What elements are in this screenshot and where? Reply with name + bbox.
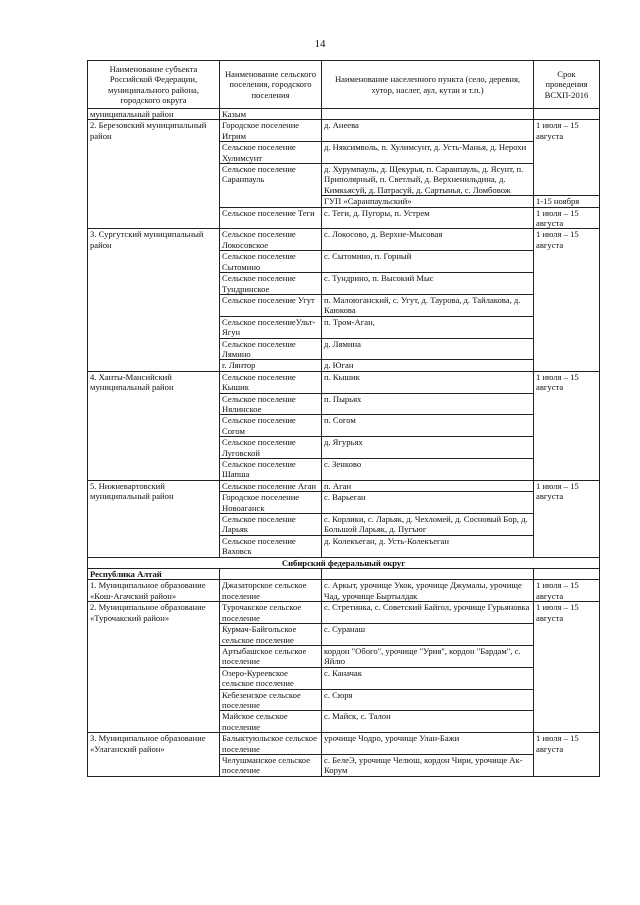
- table-row: [88, 371, 600, 393]
- cell-settlement: Сельское поселение Локосовское: [220, 229, 322, 251]
- table-row: [88, 229, 600, 251]
- header-settlement: Наименование сельского поселения, городского поселения: [220, 61, 322, 109]
- cell-period: 1 июля – 15 августа: [534, 229, 600, 371]
- cell-settlement: Курмач-Байгольское сельское поселение: [220, 624, 322, 646]
- cell-settlement: [220, 569, 322, 580]
- cell-period: [534, 569, 600, 580]
- cell-settlement: Сельское поселение Кышик: [220, 371, 322, 393]
- cell-locality: с. Майск, с. Талон: [322, 711, 534, 733]
- page-number: 14: [314, 38, 326, 50]
- cell-settlement: Сельское поселение Теги: [220, 207, 322, 229]
- cell-settlement: Сельское поселение Согом: [220, 415, 322, 437]
- section-title: Сибирский федеральный округ: [88, 557, 600, 568]
- cell-locality: п. Пырьях: [322, 393, 534, 415]
- cell-locality: с. Аркыт, урочище Укок, урочище Джумалы, урочище Чад, урочище Быртылдак: [322, 580, 534, 602]
- cell-locality: п. Согом: [322, 415, 534, 437]
- cell-subject: 1. Муниципальное образование «Кош-Агачский район»: [88, 580, 220, 602]
- cell-settlement: Сельское поселение Луговской: [220, 437, 322, 459]
- cell-settlement: Казым: [220, 109, 322, 120]
- cell-locality: с. Суранаш: [322, 624, 534, 646]
- cell-settlement: Сельское поселение Шапша: [220, 459, 322, 481]
- cell-locality: урочище Чодро, урочище Улан-Бажи: [322, 733, 534, 755]
- cell-settlement: Майское сельское поселение: [220, 711, 322, 733]
- table-row: [88, 580, 600, 602]
- table-header-row: [88, 61, 600, 109]
- cell-locality: с. Теги, д. Пугоры, п. Устрем: [322, 207, 534, 229]
- cell-settlement: Сельское поселение Лямино: [220, 338, 322, 360]
- cell-settlement: Озеро-Куреевское сельское поселение: [220, 667, 322, 689]
- region-row: [88, 569, 600, 580]
- cell-locality: [322, 569, 534, 580]
- cell-locality: д. Юган: [322, 360, 534, 371]
- cell-locality: д. Колекъеган, д. Усть-Колекъеган: [322, 535, 534, 557]
- header-locality: Наименование населенного пункта (село, деревня, хутор, наслег, аул, кутан и т.п.): [322, 61, 534, 109]
- cell-settlement: Сельское поселение Ларьяк: [220, 514, 322, 536]
- cell-locality: с. Корлики, с. Ларьяк, д. Чехломей, д. Сосновый Бор, д. Большой Ларьяк, д. Пугъюг: [322, 514, 534, 536]
- cell-settlement: Сельское поселение Угут: [220, 294, 322, 316]
- cell-subject: муниципальный район: [88, 109, 220, 120]
- cell-settlement: Сельское поселение Хулимсунт: [220, 142, 322, 164]
- cell-settlement: Сельское поселение Сытомино: [220, 251, 322, 273]
- cell-locality: с. Сюря: [322, 689, 534, 711]
- table-row: [88, 120, 600, 142]
- table-row: [88, 602, 600, 624]
- header-subject: Наименование субъекта Российской Федерации, муниципального района, городского округа: [88, 61, 220, 109]
- cell-locality: с. Тундрино, п. Высокий Мыс: [322, 273, 534, 295]
- cell-settlement: Сельское поселение Аган: [220, 480, 322, 491]
- cell-period: [534, 109, 600, 120]
- cell-settlement: Сельское поселение Нялинское: [220, 393, 322, 415]
- cell-settlement: Сельское поселение Ваховск: [220, 535, 322, 557]
- cell-locality: с. Варьеган: [322, 492, 534, 514]
- cell-subject: 2. Березовский муниципальный район: [88, 120, 220, 229]
- table-row: [88, 480, 600, 491]
- cell-period: 1-15 ноября: [534, 196, 600, 207]
- table-row: [88, 733, 600, 755]
- cell-period: 1 июля – 15 августа: [534, 602, 600, 733]
- cell-locality: с. Каначак: [322, 667, 534, 689]
- cell-settlement: г. Лянтор: [220, 360, 322, 371]
- cell-settlement: Челушманское сельское поселение: [220, 754, 322, 776]
- cell-period: 1 июля – 15 августа: [534, 480, 600, 557]
- cell-settlement: Городское поселение Новоаганск: [220, 492, 322, 514]
- cell-locality: с. Сытомино, п. Горный: [322, 251, 534, 273]
- cell-subject: 3. Муниципальное образование «Улаганский район»: [88, 733, 220, 777]
- cell-locality: п. Кышик: [322, 371, 534, 393]
- cell-locality: кордон "Обого", урочище "Урия", кордон "Бардам", с. Яйлю: [322, 645, 534, 667]
- cell-locality: с. БелеЭ, урочище Челюш, кордон Чири, урочище Ак-Корум: [322, 754, 534, 776]
- census-schedule-table: [87, 60, 600, 777]
- table-row: [88, 109, 600, 120]
- cell-subject: 5. Нижневартовский муниципальный район: [88, 480, 220, 557]
- cell-locality: с. Зенково: [322, 459, 534, 481]
- cell-locality: д. Хурумпауль, д. Щекурья, п. Саранпауль, д. Ясунт, п. Приполярный, п. Светлый, д. Верхненильдина, д. Кимкьясуй, д. Патрасуй, д. Сартынья, с. Ломбовож: [322, 164, 534, 196]
- cell-locality: д. Няксимволь, п. Хулимсунт, д. Усть-Манья, д. Нерохи: [322, 142, 534, 164]
- cell-settlement: Сельское поселение Саранпауль: [220, 164, 322, 208]
- cell-settlement: Сельское поселение Тундринское: [220, 273, 322, 295]
- cell-settlement: Джазаторское сельское поселение: [220, 580, 322, 602]
- cell-locality: п. Малоюганский, с. Угут, д. Таурова, д. Тайлакова, д. Каюкова: [322, 294, 534, 316]
- cell-period: 1 июля – 15 августа: [534, 207, 600, 229]
- cell-settlement: Городское поселение Игрим: [220, 120, 322, 142]
- cell-settlement: Турочакское сельское поселение: [220, 602, 322, 624]
- cell-period: 1 июля – 15 августа: [534, 580, 600, 602]
- cell-locality: с. Локосово, д. Верхне-Мысовая: [322, 229, 534, 251]
- cell-subject: 4. Ханты-Мансийский муниципальный район: [88, 371, 220, 480]
- cell-period: 1 июля – 15 августа: [534, 120, 600, 196]
- cell-settlement: Сельское поселениеУльт-Ягун: [220, 316, 322, 338]
- section-row: [88, 557, 600, 568]
- cell-period: 1 июля – 15 августа: [534, 371, 600, 480]
- cell-locality: д. Анеева: [322, 120, 534, 142]
- cell-locality: д. Лямина: [322, 338, 534, 360]
- cell-locality: [322, 109, 534, 120]
- cell-locality: ГУП «Саранпаульский»: [322, 196, 534, 207]
- region-title: Республика Алтай: [88, 569, 220, 580]
- cell-settlement: Артыбашское сельское поселение: [220, 645, 322, 667]
- header-period: Срок проведения ВСХП-2016: [534, 61, 600, 109]
- cell-locality: с. Стретинка, с. Советский Байгол, урочище Гурьяновка: [322, 602, 534, 624]
- cell-locality: п. Аган: [322, 480, 534, 491]
- cell-locality: п. Тром-Аган,: [322, 316, 534, 338]
- cell-settlement: Кебезенское сельское поселение: [220, 689, 322, 711]
- cell-settlement: Балыктуюльское сельское поселение: [220, 733, 322, 755]
- cell-subject: 2. Муниципальное образование «Турочакский район»: [88, 602, 220, 733]
- cell-period: 1 июля – 15 августа: [534, 733, 600, 777]
- cell-subject: 3. Сургутский муниципальный район: [88, 229, 220, 371]
- cell-locality: д. Ягурьях: [322, 437, 534, 459]
